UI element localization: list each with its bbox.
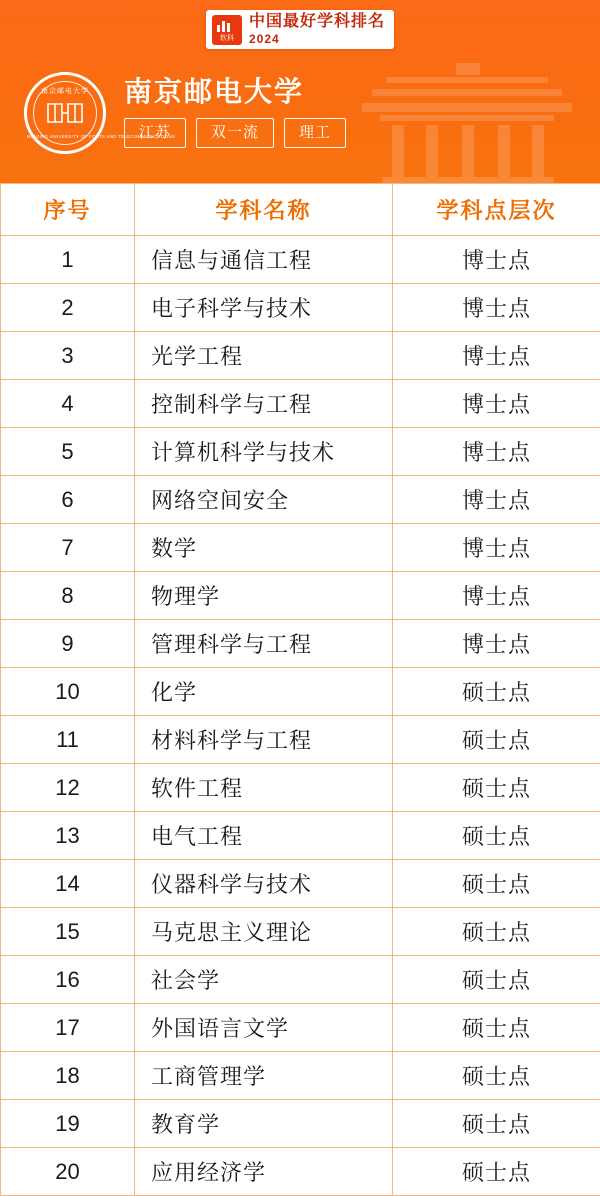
cell-subject: 管理科学与工程 bbox=[135, 620, 393, 668]
cell-index: 8 bbox=[1, 572, 135, 620]
cell-level: 博士点 bbox=[393, 524, 600, 572]
table-row bbox=[1, 476, 600, 524]
cell-level: 硕士点 bbox=[393, 908, 600, 956]
school-logo-cn-text: 南京邮电大学 bbox=[27, 86, 103, 96]
cell-index: 12 bbox=[1, 764, 135, 812]
cell-index: 18 bbox=[1, 1052, 135, 1100]
cell-index: 1 bbox=[1, 236, 135, 284]
table-row bbox=[1, 1052, 600, 1100]
table-row bbox=[1, 668, 600, 716]
table-row bbox=[1, 236, 600, 284]
brand-title: 中国最好学科排名 bbox=[249, 14, 385, 30]
cell-subject: 电气工程 bbox=[135, 812, 393, 860]
cell-subject: 物理学 bbox=[135, 572, 393, 620]
cell-level: 博士点 bbox=[393, 380, 600, 428]
table-body bbox=[1, 236, 600, 1196]
cell-level: 硕士点 bbox=[393, 812, 600, 860]
school-emblem-icon bbox=[44, 98, 86, 128]
cell-level: 博士点 bbox=[393, 284, 600, 332]
table-row bbox=[1, 380, 600, 428]
cell-subject: 信息与通信工程 bbox=[135, 236, 393, 284]
cell-level: 博士点 bbox=[393, 620, 600, 668]
cell-level: 硕士点 bbox=[393, 716, 600, 764]
cell-subject: 控制科学与工程 bbox=[135, 380, 393, 428]
table-row bbox=[1, 956, 600, 1004]
school-logo-en-text: NANJING UNIVERSITY OF POSTS AND TELECOMMUNICATIONS bbox=[27, 134, 103, 139]
school-logo-icon bbox=[24, 72, 106, 154]
table-row bbox=[1, 812, 600, 860]
cell-level: 硕士点 bbox=[393, 764, 600, 812]
cell-index: 6 bbox=[1, 476, 135, 524]
cell-index: 2 bbox=[1, 284, 135, 332]
cell-index: 10 bbox=[1, 668, 135, 716]
cell-level: 硕士点 bbox=[393, 860, 600, 908]
cell-subject: 外国语言文学 bbox=[135, 1004, 393, 1052]
cell-index: 3 bbox=[1, 332, 135, 380]
table-row bbox=[1, 860, 600, 908]
cell-index: 5 bbox=[1, 428, 135, 476]
cell-index: 13 bbox=[1, 812, 135, 860]
cell-subject: 电子科学与技术 bbox=[135, 284, 393, 332]
table-row bbox=[1, 524, 600, 572]
school-tag-province: 江苏 bbox=[124, 118, 186, 148]
cell-index: 15 bbox=[1, 908, 135, 956]
table-row bbox=[1, 716, 600, 764]
table-row bbox=[1, 428, 600, 476]
cell-subject: 仪器科学与技术 bbox=[135, 860, 393, 908]
cell-subject: 数学 bbox=[135, 524, 393, 572]
cell-subject: 教育学 bbox=[135, 1100, 393, 1148]
cell-index: 14 bbox=[1, 860, 135, 908]
cell-index: 16 bbox=[1, 956, 135, 1004]
cell-level: 硕士点 bbox=[393, 1148, 600, 1196]
cell-level: 博士点 bbox=[393, 572, 600, 620]
cell-index: 17 bbox=[1, 1004, 135, 1052]
discipline-table bbox=[0, 183, 600, 1196]
school-tags bbox=[124, 118, 346, 148]
cell-index: 4 bbox=[1, 380, 135, 428]
table-header-row bbox=[1, 184, 600, 236]
cell-level: 硕士点 bbox=[393, 1052, 600, 1100]
cell-subject: 工商管理学 bbox=[135, 1052, 393, 1100]
school-identity bbox=[24, 72, 346, 154]
cell-level: 博士点 bbox=[393, 428, 600, 476]
brand-badge bbox=[206, 10, 394, 49]
table-row bbox=[1, 572, 600, 620]
cell-level: 博士点 bbox=[393, 236, 600, 284]
school-tag-category: 理工 bbox=[284, 118, 346, 148]
cell-level: 硕士点 bbox=[393, 668, 600, 716]
cell-subject: 材料科学与工程 bbox=[135, 716, 393, 764]
school-tag-double-first-class: 双一流 bbox=[196, 118, 274, 148]
table-row bbox=[1, 1100, 600, 1148]
cell-level: 博士点 bbox=[393, 332, 600, 380]
cell-index: 9 bbox=[1, 620, 135, 668]
cell-subject: 马克思主义理论 bbox=[135, 908, 393, 956]
table-row bbox=[1, 908, 600, 956]
table-row bbox=[1, 284, 600, 332]
table-row bbox=[1, 620, 600, 668]
cell-subject: 应用经济学 bbox=[135, 1148, 393, 1196]
cell-index: 11 bbox=[1, 716, 135, 764]
column-header-index: 序号 bbox=[1, 184, 135, 236]
cell-subject: 光学工程 bbox=[135, 332, 393, 380]
cell-index: 20 bbox=[1, 1148, 135, 1196]
cell-subject: 软件工程 bbox=[135, 764, 393, 812]
cell-level: 硕士点 bbox=[393, 1004, 600, 1052]
cell-index: 7 bbox=[1, 524, 135, 572]
card-header bbox=[0, 0, 600, 183]
cell-level: 博士点 bbox=[393, 476, 600, 524]
table-row bbox=[1, 1148, 600, 1196]
table-row bbox=[1, 764, 600, 812]
school-name: 南京邮电大学 bbox=[124, 78, 346, 106]
cell-subject: 计算机科学与技术 bbox=[135, 428, 393, 476]
table-row bbox=[1, 1004, 600, 1052]
cell-subject: 社会学 bbox=[135, 956, 393, 1004]
gate-illustration-icon bbox=[352, 59, 582, 183]
brand-mark-text: 软科 bbox=[212, 35, 242, 43]
cell-subject: 网络空间安全 bbox=[135, 476, 393, 524]
table-row bbox=[1, 332, 600, 380]
shanghai-ranking-logo-icon bbox=[212, 15, 242, 45]
cell-level: 硕士点 bbox=[393, 1100, 600, 1148]
cell-level: 硕士点 bbox=[393, 956, 600, 1004]
cell-index: 19 bbox=[1, 1100, 135, 1148]
column-header-subject: 学科名称 bbox=[135, 184, 393, 236]
cell-subject: 化学 bbox=[135, 668, 393, 716]
column-header-level: 学科点层次 bbox=[393, 184, 600, 236]
brand-year: 2024 bbox=[249, 33, 385, 45]
